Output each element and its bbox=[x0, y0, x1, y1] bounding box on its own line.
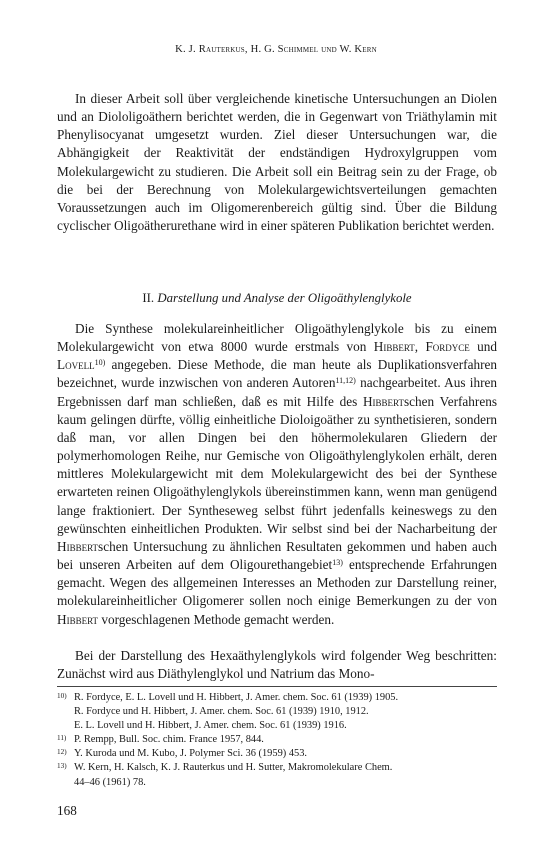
running-header bbox=[0, 44, 552, 55]
page-number: 168 bbox=[57, 803, 77, 818]
text-run: vorgeschlagenen Methode gemacht werden. bbox=[98, 611, 335, 627]
author-name: Hibbert bbox=[373, 339, 415, 355]
paragraph-2-text bbox=[57, 320, 497, 629]
running-title: K. J. Rauterkus, H. G. Schimmel und W. Kern bbox=[175, 44, 377, 55]
citation-ref: 11,12) bbox=[335, 376, 356, 386]
text-run: entsprechende Erfahrungen gemacht. Wegen des allgemeinen Interesses an Methoden zur Darstellung reiner, molekulareinheitlicher Oligomerer sollen noch einige Bemerkungen zu der von bbox=[57, 557, 497, 609]
footnote-line: Y. Kuroda und M. Kubo, J. Polymer Sci. 36 (1959) 453. bbox=[74, 748, 308, 760]
footnote-mark: 12) bbox=[57, 748, 67, 757]
footnote-11 bbox=[57, 733, 507, 747]
text-run: Die Synthese molekulareinheitlicher Oligoäthylenglykole bis zu einem Molekulargewicht von etwa 8000 wurde erstmals von bbox=[57, 321, 497, 355]
footnote-10 bbox=[57, 691, 507, 733]
footnote-mark: 11) bbox=[57, 734, 67, 743]
author-name: Hibbert bbox=[57, 538, 99, 554]
text-run: , bbox=[414, 339, 426, 355]
text-run: und bbox=[469, 339, 498, 355]
footnote-line: W. Kern, H. Kalsch, K. J. Rauterkus und H. Sutter, Makromolekulare Chem. bbox=[74, 762, 393, 774]
paragraph-3-text: Bei der Darstellung des Hexaäthylenglykols wird folgender Weg beschritten: Zunächst wird aus Diäthylenglykol und Natrium das Mono- bbox=[57, 648, 497, 682]
section-heading bbox=[57, 291, 497, 306]
citation-ref: 13) bbox=[332, 558, 343, 568]
author-name: Hibbert bbox=[362, 393, 404, 409]
paragraph-3 bbox=[57, 647, 497, 683]
author-name: Fordyce bbox=[425, 339, 470, 355]
footnote-line: P. Rempp, Bull. Soc. chim. France 1957, 844. bbox=[74, 734, 264, 746]
text-run: schen Verfahrens kaum gelingen dürfte, völlig einheitliche Dioloigoäther zu synthetisieren, sondern daß man, vor allen Dingen bei den höhermolekularen Gliedern der polymerhomologen Reihe, nur Gemische von Oligoäthylenglykolen erhält, deren mittleres Molekulargewicht mit dem Molekulargewicht des bei der Synthese erwarteten reinen Oligoäthylenglykols übereinstimmen kann, wenn man genügend lange fraktioniert. Der Syntheseweg selbst führt jedenfalls keineswegs zu den gewünschten einheitlichen Produkten. Wir selbst sind bei der Nacharbeitung der bbox=[57, 393, 497, 536]
section-number: II. bbox=[142, 291, 155, 305]
footnote-line: E. L. Lovell und H. Hibbert, J. Amer. chem. Soc. 61 (1939) 1916. bbox=[74, 720, 347, 732]
footnote-line: 44–46 (1961) 78. bbox=[74, 776, 146, 788]
footnote-line: R. Fordyce, E. L. Lovell und H. Hibbert, J. Amer. chem. Soc. 61 (1939) 1905. bbox=[74, 692, 399, 703]
footnote-rule bbox=[57, 686, 497, 687]
footnote-12 bbox=[57, 747, 507, 761]
citation-ref: 10) bbox=[94, 358, 106, 368]
paragraph-2 bbox=[57, 320, 497, 629]
text-run: nachgearbeitet. Aus ihren Ergebnissen darf man schließen, daß es mit Hilfe des bbox=[57, 375, 497, 409]
intro-paragraph-text: In dieser Arbeit soll über vergleichende kinetische Untersuchungen an Diolen und an Diololigoäthern berichtet werden, die in Gegenwart von Triäthylamin mit Phenylisocyanat umgesetzt wurden. Ziel dieser Untersuchungen war, die Abhängigkeit der Reaktivität der endständigen Hydroxylgruppen vom Molekulargewicht zu studieren. Die Arbeit soll ein Beitrag sein zu der Frage, ob die bei der Berechnung von Molekulargewichtsverteilungen gemachten Voraussetzungen auch im Oligomerenbereich gültig sind. Über die Bildung cyclischer Oligoätherurethane wird in einer späteren Publikation berichtet werden. bbox=[57, 91, 497, 234]
author-name: Lovell bbox=[57, 357, 95, 373]
footnote-mark: 13) bbox=[57, 762, 67, 771]
footnote-mark: 10) bbox=[57, 692, 67, 700]
author-name: Hibbert bbox=[57, 611, 99, 627]
text-run: schen Untersuchung zu ähnlichen Resultaten gekommen und haben auch bei unseren Arbeiten auf dem Oligourethangebiet bbox=[57, 538, 497, 573]
section-title: Darstellung und Analyse der Oligoäthylenglykole bbox=[157, 291, 412, 305]
intro-paragraph bbox=[57, 90, 497, 235]
footnotes bbox=[57, 691, 507, 790]
text-run: angegeben. Diese Methode, die man heute als Duplikationsverfahren bezeichnet, wurde inzwischen von anderen Autoren bbox=[57, 357, 497, 391]
footnote-13 bbox=[57, 761, 507, 789]
footnote-line: R. Fordyce und H. Hibbert, J. Amer. chem. Soc. 61 (1939) 1910, 1912. bbox=[74, 706, 369, 718]
